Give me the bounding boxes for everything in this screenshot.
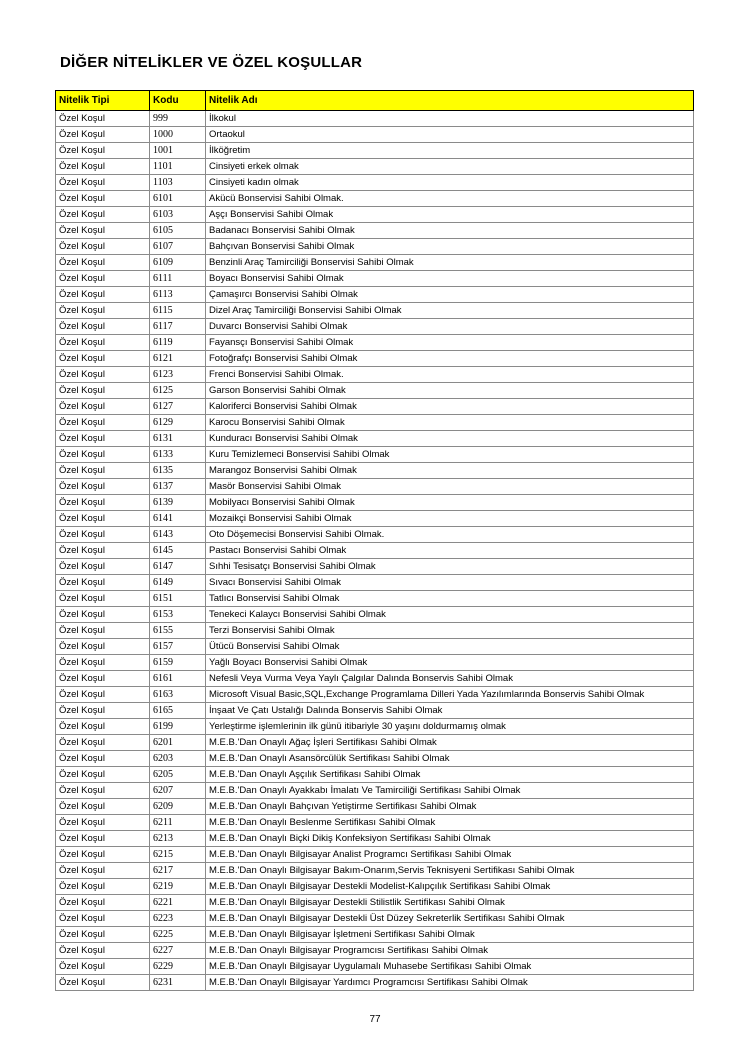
cell-name: Yerleştirme işlemlerinin ilk günü itibariyle 30 yaşını doldurmamış olmak — [206, 719, 694, 735]
page-title: DİĞER NİTELİKLER VE ÖZEL KOŞULLAR — [60, 54, 363, 71]
cell-name: İlkokul — [206, 111, 694, 127]
cell-code: 1001 — [150, 143, 206, 159]
table-row — [56, 767, 694, 783]
table-row — [56, 223, 694, 239]
cell-code: 6149 — [150, 575, 206, 591]
cell-type: Özel Koşul — [56, 735, 150, 751]
table-row — [56, 255, 694, 271]
column-header-code: Kodu — [150, 91, 206, 111]
cell-code: 6125 — [150, 383, 206, 399]
table-row — [56, 831, 694, 847]
table-row — [56, 751, 694, 767]
cell-code: 6113 — [150, 287, 206, 303]
cell-name: M.E.B.'Dan Onaylı Ayakkabı İmalatı Ve Tamirciliği Sertifikası Sahibi Olmak — [206, 783, 694, 799]
cell-code: 6135 — [150, 463, 206, 479]
cell-code: 6109 — [150, 255, 206, 271]
cell-code: 6213 — [150, 831, 206, 847]
cell-code: 6143 — [150, 527, 206, 543]
table-row — [56, 383, 694, 399]
table-row — [56, 303, 694, 319]
cell-type: Özel Koşul — [56, 399, 150, 415]
table-row — [56, 287, 694, 303]
cell-name: M.E.B.'Dan Onaylı Bilgisayar Bakım-Onarım,Servis Teknisyeni Sertifikası Sahibi Olmak — [206, 863, 694, 879]
table-row — [56, 415, 694, 431]
cell-name: Sıvacı Bonservisi Sahibi Olmak — [206, 575, 694, 591]
cell-code: 6205 — [150, 767, 206, 783]
table-row — [56, 735, 694, 751]
table-row — [56, 799, 694, 815]
table-row — [56, 895, 694, 911]
table-row — [56, 175, 694, 191]
cell-code: 6111 — [150, 271, 206, 287]
table-row — [56, 975, 694, 991]
cell-name: M.E.B.'Dan Onaylı Bilgisayar Analist Programcı Sertifikası Sahibi Olmak — [206, 847, 694, 863]
cell-code: 6119 — [150, 335, 206, 351]
cell-name: İlköğretim — [206, 143, 694, 159]
cell-type: Özel Koşul — [56, 959, 150, 975]
cell-name: M.E.B.'Dan Onaylı Bilgisayar Yardımcı Programcısı Sertifikası Sahibi Olmak — [206, 975, 694, 991]
cell-code: 6105 — [150, 223, 206, 239]
cell-code: 6155 — [150, 623, 206, 639]
table-row — [56, 911, 694, 927]
cell-code: 999 — [150, 111, 206, 127]
cell-type: Özel Koşul — [56, 703, 150, 719]
cell-code: 1101 — [150, 159, 206, 175]
cell-type: Özel Koşul — [56, 591, 150, 607]
cell-name: Sıhhi Tesisatçı Bonservisi Sahibi Olmak — [206, 559, 694, 575]
cell-name: Benzinli Araç Tamirciliği Bonservisi Sahibi Olmak — [206, 255, 694, 271]
cell-code: 6101 — [150, 191, 206, 207]
cell-code: 6201 — [150, 735, 206, 751]
cell-code: 6203 — [150, 751, 206, 767]
cell-code: 1103 — [150, 175, 206, 191]
cell-name: M.E.B.'Dan Onaylı Beslenme Sertifikası Sahibi Olmak — [206, 815, 694, 831]
table-row — [56, 927, 694, 943]
cell-code: 6225 — [150, 927, 206, 943]
cell-name: M.E.B.'Dan Onaylı Bilgisayar Destekli Stilistlik Sertifikası Sahibi Olmak — [206, 895, 694, 911]
cell-code: 6217 — [150, 863, 206, 879]
cell-type: Özel Koşul — [56, 623, 150, 639]
cell-type: Özel Koşul — [56, 815, 150, 831]
cell-code: 6141 — [150, 511, 206, 527]
table-row — [56, 319, 694, 335]
cell-code: 6231 — [150, 975, 206, 991]
cell-code: 6131 — [150, 431, 206, 447]
cell-code: 6163 — [150, 687, 206, 703]
cell-name: Mozaikçi Bonservisi Sahibi Olmak — [206, 511, 694, 527]
cell-code: 6223 — [150, 911, 206, 927]
table-row — [56, 367, 694, 383]
cell-type: Özel Koşul — [56, 159, 150, 175]
cell-type: Özel Koşul — [56, 239, 150, 255]
cell-name: İnşaat Ve Çatı Ustalığı Dalında Bonservis Sahibi Olmak — [206, 703, 694, 719]
table-row — [56, 271, 694, 287]
table-row — [56, 559, 694, 575]
cell-type: Özel Koşul — [56, 127, 150, 143]
cell-type: Özel Koşul — [56, 847, 150, 863]
cell-name: Tenekeci Kalaycı Bonservisi Sahibi Olmak — [206, 607, 694, 623]
table-row — [56, 431, 694, 447]
cell-name: Cinsiyeti erkek olmak — [206, 159, 694, 175]
table-row — [56, 239, 694, 255]
cell-name: Terzi Bonservisi Sahibi Olmak — [206, 623, 694, 639]
table-row — [56, 127, 694, 143]
cell-type: Özel Koşul — [56, 335, 150, 351]
cell-type: Özel Koşul — [56, 687, 150, 703]
cell-code: 6153 — [150, 607, 206, 623]
table-row — [56, 655, 694, 671]
cell-code: 6139 — [150, 495, 206, 511]
cell-type: Özel Koşul — [56, 655, 150, 671]
cell-type: Özel Koşul — [56, 191, 150, 207]
table-row — [56, 527, 694, 543]
table-row — [56, 687, 694, 703]
cell-type: Özel Koşul — [56, 351, 150, 367]
cell-name: Kuru Temizlemeci Bonservisi Sahibi Olmak — [206, 447, 694, 463]
cell-type: Özel Koşul — [56, 879, 150, 895]
cell-name: Microsoft Visual Basic,SQL,Exchange Programlama Dilleri Yada Yazılımlarında Bonservis Sahibi Olmak — [206, 687, 694, 703]
cell-code: 6107 — [150, 239, 206, 255]
table-row — [56, 207, 694, 223]
cell-code: 1000 — [150, 127, 206, 143]
table-row — [56, 479, 694, 495]
table-row — [56, 143, 694, 159]
table-row — [56, 783, 694, 799]
cell-type: Özel Koşul — [56, 447, 150, 463]
table-row — [56, 495, 694, 511]
cell-type: Özel Koşul — [56, 367, 150, 383]
table-row — [56, 543, 694, 559]
cell-type: Özel Koşul — [56, 111, 150, 127]
cell-name: Nefesli Veya Vurma Veya Yaylı Çalgılar Dalında Bonservis Sahibi Olmak — [206, 671, 694, 687]
table-row — [56, 815, 694, 831]
cell-name: Karocu Bonservisi Sahibi Olmak — [206, 415, 694, 431]
table-row — [56, 111, 694, 127]
cell-type: Özel Koşul — [56, 271, 150, 287]
cell-name: Cinsiyeti kadın olmak — [206, 175, 694, 191]
cell-name: Ütücü Bonservisi Sahibi Olmak — [206, 639, 694, 655]
cell-name: Kaloriferci Bonservisi Sahibi Olmak — [206, 399, 694, 415]
cell-name: Masör Bonservisi Sahibi Olmak — [206, 479, 694, 495]
cell-type: Özel Koşul — [56, 799, 150, 815]
cell-type: Özel Koşul — [56, 207, 150, 223]
cell-type: Özel Koşul — [56, 927, 150, 943]
cell-name: M.E.B.'Dan Onaylı Bilgisayar Destekli Üst Düzey Sekreterlik Sertifikası Sahibi Olmak — [206, 911, 694, 927]
cell-name: Bahçıvan Bonservisi Sahibi Olmak — [206, 239, 694, 255]
cell-name: M.E.B.'Dan Onaylı Bilgisayar Destekli Modelist-Kalıpçılık Sertifikası Sahibi Olmak — [206, 879, 694, 895]
cell-type: Özel Koşul — [56, 431, 150, 447]
cell-name: Garson Bonservisi Sahibi Olmak — [206, 383, 694, 399]
cell-type: Özel Koşul — [56, 543, 150, 559]
cell-code: 6157 — [150, 639, 206, 655]
cell-code: 6207 — [150, 783, 206, 799]
cell-code: 6165 — [150, 703, 206, 719]
cell-name: Aşçı Bonservisi Sahibi Olmak — [206, 207, 694, 223]
cell-name: Badanacı Bonservisi Sahibi Olmak — [206, 223, 694, 239]
cell-code: 6121 — [150, 351, 206, 367]
table-row — [56, 159, 694, 175]
table-row — [56, 511, 694, 527]
column-header-name: Nitelik Adı — [206, 91, 694, 111]
cell-type: Özel Koşul — [56, 511, 150, 527]
cell-type: Özel Koşul — [56, 943, 150, 959]
cell-type: Özel Koşul — [56, 671, 150, 687]
cell-code: 6129 — [150, 415, 206, 431]
table-row — [56, 575, 694, 591]
table-row — [56, 447, 694, 463]
cell-name: Ortaokul — [206, 127, 694, 143]
cell-type: Özel Koşul — [56, 479, 150, 495]
table-row — [56, 351, 694, 367]
table-row — [56, 463, 694, 479]
cell-code: 6211 — [150, 815, 206, 831]
cell-type: Özel Koşul — [56, 175, 150, 191]
cell-code: 6145 — [150, 543, 206, 559]
cell-code: 6115 — [150, 303, 206, 319]
cell-type: Özel Koşul — [56, 895, 150, 911]
cell-type: Özel Koşul — [56, 527, 150, 543]
cell-code: 6227 — [150, 943, 206, 959]
table-row — [56, 863, 694, 879]
cell-type: Özel Koşul — [56, 639, 150, 655]
cell-name: M.E.B.'Dan Onaylı Biçki Dikiş Konfeksiyon Sertifikası Sahibi Olmak — [206, 831, 694, 847]
cell-type: Özel Koşul — [56, 495, 150, 511]
cell-code: 6215 — [150, 847, 206, 863]
cell-code: 6219 — [150, 879, 206, 895]
cell-name: Mobilyacı Bonservisi Sahibi Olmak — [206, 495, 694, 511]
cell-code: 6137 — [150, 479, 206, 495]
cell-type: Özel Koşul — [56, 143, 150, 159]
cell-type: Özel Koşul — [56, 463, 150, 479]
cell-name: Boyacı Bonservisi Sahibi Olmak — [206, 271, 694, 287]
cell-type: Özel Koşul — [56, 383, 150, 399]
cell-type: Özel Koşul — [56, 831, 150, 847]
cell-code: 6127 — [150, 399, 206, 415]
cell-name: Marangoz Bonservisi Sahibi Olmak — [206, 463, 694, 479]
table-row — [56, 879, 694, 895]
table-row — [56, 591, 694, 607]
cell-name: M.E.B.'Dan Onaylı Bahçıvan Yetiştirme Sertifikası Sahibi Olmak — [206, 799, 694, 815]
cell-name: Yağlı Boyacı Bonservisi Sahibi Olmak — [206, 655, 694, 671]
cell-type: Özel Koşul — [56, 575, 150, 591]
cell-name: Duvarcı Bonservisi Sahibi Olmak — [206, 319, 694, 335]
cell-code: 6221 — [150, 895, 206, 911]
cell-name: M.E.B.'Dan Onaylı Aşçılık Sertifikası Sahibi Olmak — [206, 767, 694, 783]
table-row — [56, 607, 694, 623]
cell-code: 6133 — [150, 447, 206, 463]
cell-name: M.E.B.'Dan Onaylı Bilgisayar İşletmeni Sertifikası Sahibi Olmak — [206, 927, 694, 943]
cell-type: Özel Koşul — [56, 303, 150, 319]
cell-type: Özel Koşul — [56, 783, 150, 799]
table-row — [56, 959, 694, 975]
cell-code: 6159 — [150, 655, 206, 671]
cell-type: Özel Koşul — [56, 559, 150, 575]
cell-type: Özel Koşul — [56, 911, 150, 927]
table-row — [56, 703, 694, 719]
cell-type: Özel Koşul — [56, 607, 150, 623]
cell-name: M.E.B.'Dan Onaylı Bilgisayar Programcısı Sertifikası Sahibi Olmak — [206, 943, 694, 959]
cell-name: Çamaşırcı Bonservisi Sahibi Olmak — [206, 287, 694, 303]
cell-name: Kunduracı Bonservisi Sahibi Olmak — [206, 431, 694, 447]
cell-code: 6209 — [150, 799, 206, 815]
table-row — [56, 399, 694, 415]
table-header-row — [56, 91, 694, 111]
qualifications-table — [55, 90, 694, 991]
table-row — [56, 191, 694, 207]
cell-code: 6123 — [150, 367, 206, 383]
cell-name: Fayansçı Bonservisi Sahibi Olmak — [206, 335, 694, 351]
cell-name: Akücü Bonservisi Sahibi Olmak. — [206, 191, 694, 207]
cell-name: Tatlıcı Bonservisi Sahibi Olmak — [206, 591, 694, 607]
page-number: 77 — [369, 1014, 381, 1025]
cell-type: Özel Koşul — [56, 719, 150, 735]
column-header-type: Nitelik Tipi — [56, 91, 150, 111]
table-row — [56, 719, 694, 735]
table-row — [56, 623, 694, 639]
cell-type: Özel Koşul — [56, 223, 150, 239]
cell-name: Frenci Bonservisi Sahibi Olmak. — [206, 367, 694, 383]
cell-type: Özel Koşul — [56, 415, 150, 431]
cell-code: 6161 — [150, 671, 206, 687]
cell-code: 6117 — [150, 319, 206, 335]
cell-type: Özel Koşul — [56, 863, 150, 879]
cell-type: Özel Koşul — [56, 255, 150, 271]
cell-type: Özel Koşul — [56, 287, 150, 303]
table-row — [56, 847, 694, 863]
cell-type: Özel Koşul — [56, 975, 150, 991]
cell-code: 6199 — [150, 719, 206, 735]
cell-name: M.E.B.'Dan Onaylı Bilgisayar Uygulamalı Muhasebe Sertifikası Sahibi Olmak — [206, 959, 694, 975]
cell-code: 6151 — [150, 591, 206, 607]
cell-code: 6147 — [150, 559, 206, 575]
table-row — [56, 335, 694, 351]
cell-code: 6229 — [150, 959, 206, 975]
cell-name: Dizel Araç Tamirciliği Bonservisi Sahibi Olmak — [206, 303, 694, 319]
cell-type: Özel Koşul — [56, 319, 150, 335]
cell-name: M.E.B.'Dan Onaylı Asansörcülük Sertifikası Sahibi Olmak — [206, 751, 694, 767]
cell-name: M.E.B.'Dan Onaylı Ağaç İşleri Sertifikası Sahibi Olmak — [206, 735, 694, 751]
table-row — [56, 671, 694, 687]
cell-type: Özel Koşul — [56, 751, 150, 767]
cell-name: Fotoğrafçı Bonservisi Sahibi Olmak — [206, 351, 694, 367]
table-row — [56, 943, 694, 959]
table-row — [56, 639, 694, 655]
cell-name: Pastacı Bonservisi Sahibi Olmak — [206, 543, 694, 559]
cell-code: 6103 — [150, 207, 206, 223]
cell-name: Oto Döşemecisi Bonservisi Sahibi Olmak. — [206, 527, 694, 543]
cell-type: Özel Koşul — [56, 767, 150, 783]
table-body — [56, 111, 694, 991]
